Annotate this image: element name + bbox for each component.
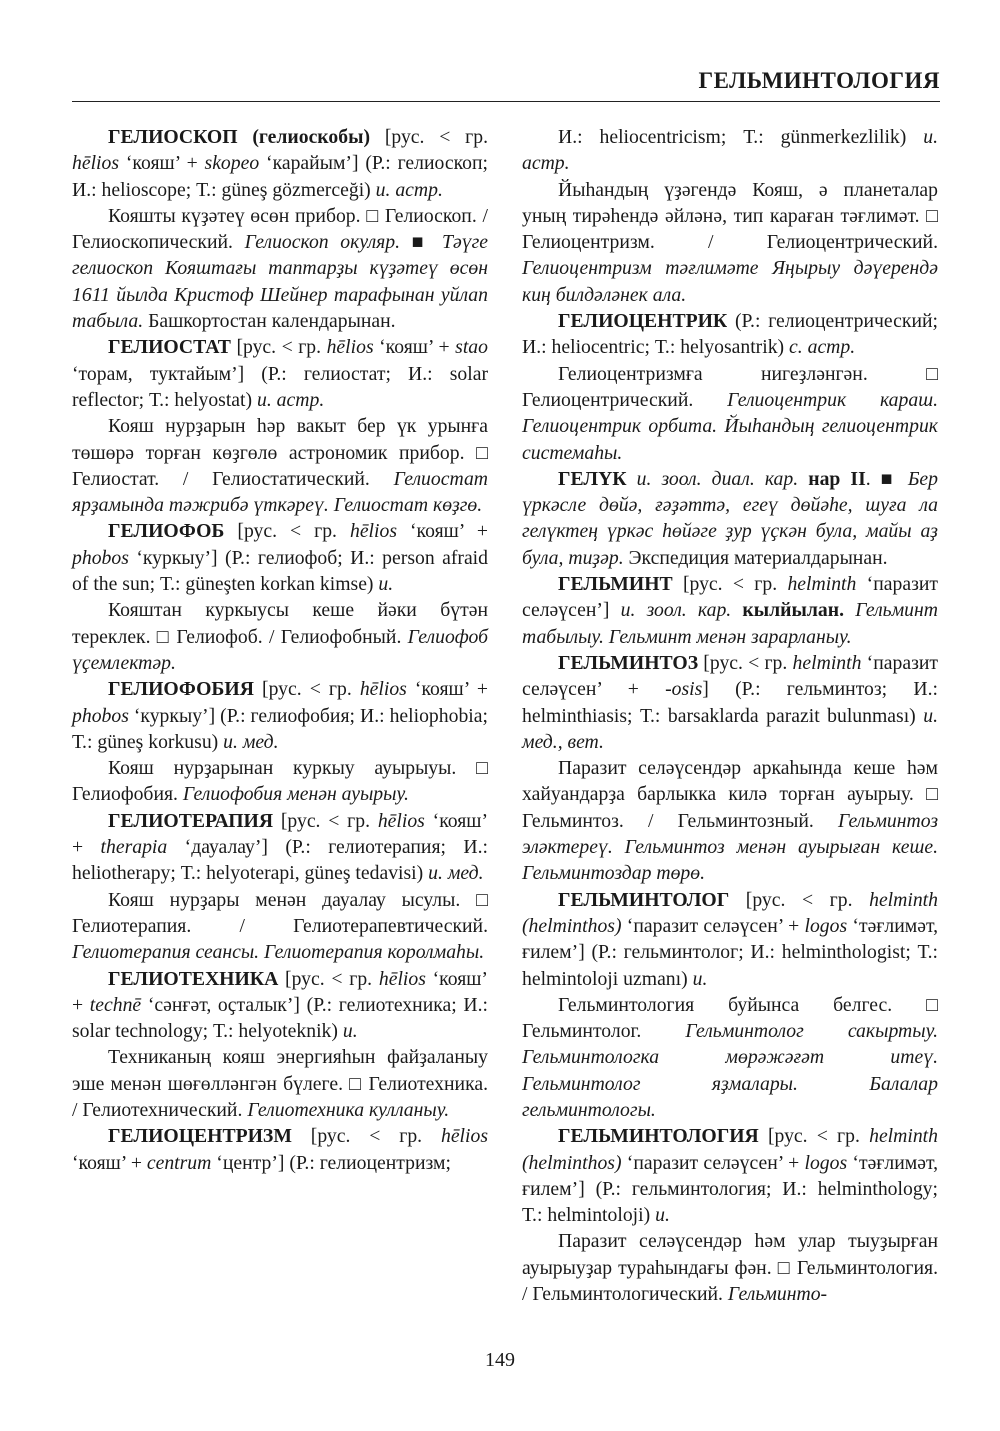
entry-text: Йыһандың үҙәгендә Кояш, ә планеталар уның тирәһендә әйләнә, тип караған тәғлимәт. □ Гелиоцентризм. / Гелиоцентрический. <box>522 178 938 254</box>
right-column-paragraph <box>522 755 938 886</box>
right-column-paragraph <box>522 650 938 755</box>
entry-text: Гельминтология буйынса белгес. □ Гельминтолог. <box>522 993 938 1043</box>
entry-text: Гелиостат ярҙамында тәжрибә үткәреү. Гелиостат көҙгө. <box>72 467 488 517</box>
entry-text: Паразит селәүсендәр һәм улар тыуҙырған ауырыуҙар тураһындағы фән. □ Гельминтология. / Гельминтологический. <box>522 1230 938 1306</box>
headword: ГЕЛИОСТАТ <box>108 336 231 359</box>
entry-text: [рус. < гр. <box>278 967 379 990</box>
left-column-paragraph <box>72 1123 488 1176</box>
entry-text: Гельминт табылыу. Гельминт менән зарарланыу. <box>522 599 939 648</box>
entry-text: ‘торам, туктайым’] (Р.: гелиостат; И.: solar reflector; Т.: helyostat) <box>72 362 488 411</box>
entry-text: helminth (helminthos) <box>522 888 938 937</box>
entry-text: Техниканың кояш энергияһын файҙаланыу эше менән шөғөлләнгән бүлеге. □ Гелиотехника. / Гелиотехнический. <box>72 1046 488 1121</box>
headword: ГЕЛИОЦЕНТРИЗМ <box>108 1125 292 1148</box>
entry-text: hēlios <box>326 336 374 359</box>
entry-text: hēlios <box>440 1125 488 1148</box>
entry-text: Гелиотехника кулланыу. <box>247 1098 450 1121</box>
entry-text: ‘кояш’ + <box>72 1151 147 1174</box>
entry-text: [рус. < гр. <box>224 520 350 543</box>
entry-text: hēlios <box>378 967 426 990</box>
entry-text: Бер үркәсле дөйә, ғәҙәттә, егеү дөйәһе, шуға ла гелүктең үркәс һөйәге ҙур үҫкән була, майы аҙ була, тиҙәр. <box>522 467 939 569</box>
headword: ГЕЛЬМИНТОЗ <box>558 651 699 674</box>
header-rule <box>72 101 940 102</box>
entry-text: и. <box>655 1204 670 1227</box>
entry-text: Кояш нурҙарынан куркыу ауырыуы. □ Гелиофобия. <box>72 757 488 806</box>
right-column-paragraph <box>522 361 938 466</box>
right-column-paragraph <box>522 308 938 361</box>
entry-text: hēlios <box>377 809 425 832</box>
entry-text: ‘паразит селәүсен’ + <box>621 914 805 937</box>
entry-text <box>844 599 855 621</box>
entry-text: Гельминто- <box>727 1283 828 1306</box>
entry-text: и. астр. <box>256 388 325 411</box>
entry-text: Паразит селәүсендәр аркаһында кеше һәм хайуандарҙа барлыкка килә торған ауырыу. □ Гельминтоз. / Гельминтозный. <box>522 757 938 832</box>
headword: ГЕЛЬМИНТОЛОГИЯ <box>558 1125 759 1148</box>
entry-text: Гелиоцентрик караш. Гелиоцентрик орбита. Йыһандың гелиоцентрик системаһы. <box>522 388 938 464</box>
entry-text: Кояш нурҙарын һәр вакыт бер үк урынға төшөрә торған көҙгөлө астрономик прибор. □ Гелиостат. / Гелиостатический. <box>72 415 488 490</box>
entry-text: Гелиоцентризмға нигеҙләнгән. □ Гелиоцентрический. <box>522 362 938 411</box>
entry-text: ‘дауалау’] (Р.: гелиотерапия; И.: heliotherapy; Т.: helyoterapi, güneş tedavisi) <box>72 836 488 885</box>
entry-text: logos <box>804 914 848 937</box>
entry-text: И.: heliocentricism; Т.: günmerkezlilik) <box>558 126 924 148</box>
entry-text: Кояш нурҙары менән дауалау ысулы. □ Гелиотерапия. / Гелиотерапевтический. <box>72 888 488 937</box>
entry-text: Гельминтолог сакыртыу. Гельминтологка мөрәжәғәт итеү. Гельминтолог яҙмалары. Балалар гельминтологы. <box>522 1020 938 1121</box>
left-column-paragraph <box>72 518 488 597</box>
entry-text: Гелиофоб үҫемлектәр. <box>72 625 488 674</box>
left-column-paragraph <box>72 966 488 1045</box>
headword: ГЕЛИОФОБ <box>108 520 225 543</box>
entry-text: и. зоол. кар. <box>620 599 732 622</box>
right-column-paragraph <box>522 1228 938 1307</box>
entry-text: Гелиотерапия сеансы. Гелиотерапия королмаһы. <box>72 941 485 964</box>
entry-text: . ■ <box>865 467 908 490</box>
entry-text: technē <box>89 993 142 1016</box>
entry-text: Гелиофобия менән ауырыу. <box>182 783 409 806</box>
entry-text: phobos <box>72 704 129 727</box>
entry-text: [рус. < гр. <box>291 1125 441 1148</box>
entry-text: Гелиоскоп окуляр. <box>244 231 401 254</box>
right-column <box>522 124 938 1307</box>
entry-text: ] (Р.: гельминтоз; И.: helminthiasis; Т.: barsaklarda parazit bulunması) <box>522 678 938 727</box>
entry-text: centrum <box>146 1151 212 1174</box>
entry-text: skopeo <box>204 152 260 175</box>
entry-text: [рус. < гр. <box>370 126 488 148</box>
entry-text: Гельминтоз эләктереү. Гельминтоз менән ауырыған кеше. Гельминтоздар төрө. <box>522 809 938 885</box>
left-column-paragraph <box>72 597 488 676</box>
right-column-paragraph <box>522 1123 938 1228</box>
headword: ГЕЛИОТЕХНИКА <box>108 967 279 990</box>
entry-text: и. зоол. диал. кар. <box>636 467 799 490</box>
entry-text: phobos <box>72 546 129 569</box>
entry-text: ‘тәғлимәт, ғилем’] (Р.: гельминтология; И.: helminthology; Т.: helmintoloji) <box>522 1151 938 1227</box>
left-column-paragraph <box>72 808 488 887</box>
entry-text <box>731 599 742 621</box>
entry-text: ‘паразит селәүсен’] <box>522 573 938 622</box>
right-column-paragraph <box>522 124 938 177</box>
right-column-paragraph <box>522 887 938 992</box>
entry-text: Гелиоцентризм тәғлимәте Яңырыу дәүерендә киң билдәләнек ала. <box>522 257 938 306</box>
entry-text: и. <box>692 967 708 990</box>
entry-text: и. астр. <box>375 178 443 201</box>
left-column-paragraph <box>72 203 488 334</box>
entry-text: ‘кояш’ + <box>397 520 488 543</box>
entry-text: ‘кояш’ + <box>119 152 205 175</box>
entry-text: ‘куркыу’] (Р.: гелиофоб; И.: person afraid of the sun; Т.: güneşten korkan kimse) <box>72 546 488 596</box>
entry-text: и. мед. <box>428 862 484 885</box>
entry-text: ‘куркыу’] (Р.: гелиофобия; И.: heliophobia; Т.: güneş korkusu) <box>72 704 488 753</box>
right-column-paragraph <box>522 466 938 571</box>
entry-text: ‘кояш’ + <box>72 967 488 1016</box>
headword: ГЕЛЬМИНТ <box>558 573 673 596</box>
left-column-paragraph <box>72 887 488 966</box>
headword: ГЕЛҮК <box>558 467 627 490</box>
entry-text: [рус. < гр. <box>729 888 870 911</box>
entry-text: (Р.: гелиоцентрический; И.: heliocentric; Т.: helyosantrik) <box>522 310 938 359</box>
entry-text: и. мед. <box>223 730 279 753</box>
left-column-paragraph <box>72 1044 488 1123</box>
running-head: ГЕЛЬМИНТОЛОГИЯ <box>698 68 940 93</box>
entry-text: Экспедиция материалдарынан. <box>623 546 888 569</box>
entry-text: ‘карайым’] (Р.: гелиоскоп; И.: helioscope; Т.: güneş gözmerceği) <box>72 152 488 201</box>
entry-text: Кояшты күҙәтеү өсөн прибор. □ Гелиоскоп. / Гелиоскопический. <box>72 204 488 254</box>
right-column-paragraph <box>522 571 938 650</box>
entry-text: hēlios <box>72 152 120 175</box>
entry-text: [рус. < гр. <box>230 336 327 359</box>
headword: ГЕЛИОФОБИЯ <box>108 678 254 701</box>
entry-text: ‘кояш’ + <box>406 678 488 701</box>
entry-text <box>798 468 808 490</box>
entry-text: ■ <box>400 231 443 254</box>
entry-text: ‘паразит селәүсен’ + <box>621 1151 805 1174</box>
entry-text: helminth <box>792 651 862 674</box>
left-column-paragraph <box>72 676 488 755</box>
headword: ГЕЛИОСКОП (гелиоскобы) <box>108 126 371 148</box>
left-column-paragraph <box>72 334 488 413</box>
entry-text: ‘центр’] (Р.: гелиоцентризм; <box>211 1151 451 1174</box>
entry-text: кылйылан. <box>742 599 845 622</box>
entry-text: ‘кояш’ + <box>72 809 488 859</box>
entry-text <box>627 468 637 490</box>
entry-text: [рус. < гр. <box>253 678 360 701</box>
entry-text: [рус. < гр. <box>672 573 788 596</box>
entry-text: stao <box>455 336 488 359</box>
left-column-paragraph <box>72 413 488 518</box>
entry-text: Кояштан куркыусы кеше йәки бүтән тереклек. □ Гелиофоб. / Гелиофобный. <box>72 599 488 648</box>
entry-text: с. астр. <box>789 336 856 359</box>
entry-text: и. мед., вет. <box>522 704 938 753</box>
entry-text: ‘кояш’ + <box>373 336 456 359</box>
right-column-paragraph <box>522 177 938 308</box>
entry-text: и. <box>378 573 394 596</box>
entry-text: hēlios <box>359 678 407 701</box>
entry-text: и. <box>342 1020 358 1043</box>
entry-text: и. астр. <box>522 126 938 175</box>
entry-text: [рус. < гр. <box>273 809 378 832</box>
entry-text: ‘паразит селәүсен’ + <box>522 651 938 701</box>
entry-text: logos <box>804 1151 848 1174</box>
headword: ГЕЛЬМИНТОЛОГ <box>558 888 730 911</box>
headword: ГЕЛИОЦЕНТРИК <box>558 310 728 333</box>
entry-text: нар II <box>808 467 866 490</box>
entry-text: ‘тәғлимәт, ғилем’] (Р.: гельминтолог; И.: helminthologist; Т.: helmintoloji uzmanı) <box>522 914 938 990</box>
entry-text: ‘сәнғәт, оҫталык’] (Р.: гелиотехника; И.: solar technology; Т.: helyoteknik) <box>72 993 488 1043</box>
left-column-paragraph <box>72 755 488 808</box>
headword: ГЕЛИОТЕРАПИЯ <box>108 809 274 832</box>
entry-text: -osis <box>665 678 703 701</box>
entry-text: Тәүге гелиоскоп Кояштағы таптарҙы күҙәтеү өсөн 1611 йылда Кристоф Шейнер тарафынан уйлап табыла. <box>72 231 488 333</box>
entry-text: helminth <box>787 573 857 596</box>
entry-text: helminth (helminthos) <box>522 1125 938 1174</box>
page-number: 149 <box>485 1349 515 1371</box>
entry-text: [рус. < гр. <box>698 651 793 674</box>
entry-text: therapia <box>100 836 168 859</box>
entry-text: Башкортостан календарынан. <box>143 310 396 333</box>
left-column <box>72 124 488 1176</box>
right-column-paragraph <box>522 992 938 1123</box>
entry-text: hēlios <box>349 520 397 543</box>
left-column-paragraph <box>72 124 488 203</box>
entry-text: [рус. < гр. <box>758 1125 870 1148</box>
